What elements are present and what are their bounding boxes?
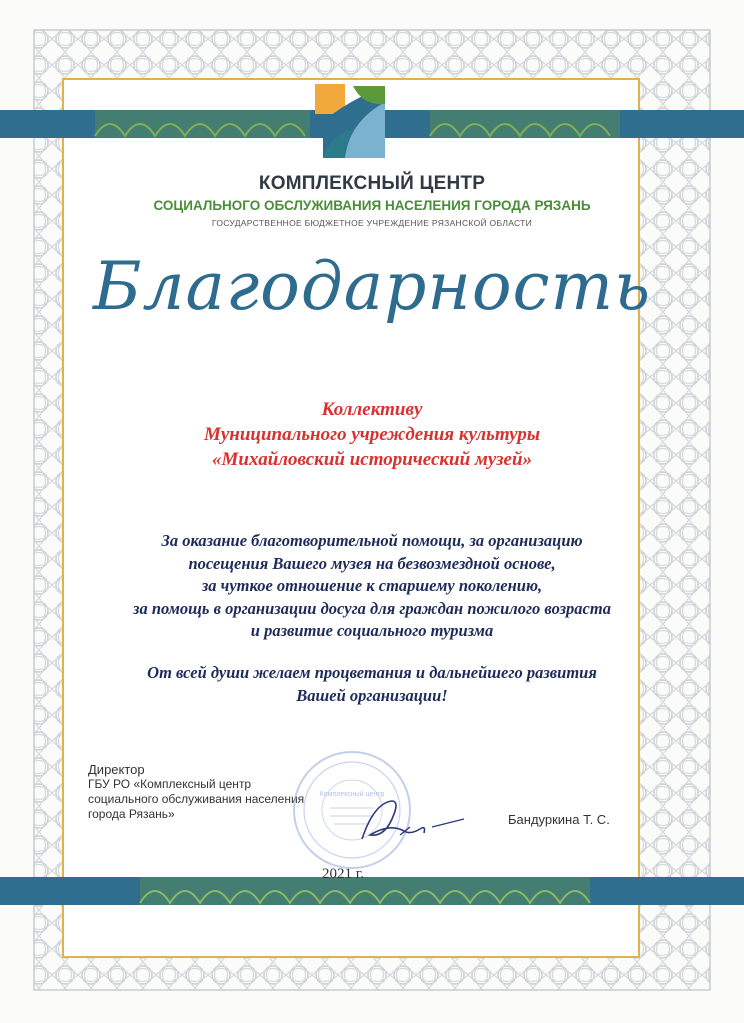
director-block [88, 762, 304, 822]
text-line: за чуткое отношение к старшему поколению, [201, 576, 543, 595]
org-type: ГОСУДАРСТВЕННОЕ БЮДЖЕТНОЕ УЧРЕЖДЕНИЕ РЯЗАНСКОЙ ОБЛАСТИ [211, 218, 533, 228]
text-line: За оказание благотворительной помощи, за организацию [161, 531, 583, 550]
bottom-ornament-band [0, 877, 744, 905]
director-role: Директор [88, 762, 145, 777]
org-subtitle: СОЦИАЛЬНОГО ОБСЛУЖИВАНИЯ НАСЕЛЕНИЯ ГОРОДА РЯЗАНЬ [153, 198, 591, 213]
wish-text [30, 662, 714, 707]
recipient-line: Коллективу [321, 399, 423, 420]
certificate-heading: Благодарность [92, 248, 652, 325]
text-line: От всей души желаем процветания и дальнейшего развития [147, 663, 597, 682]
director-org-line: социального обслуживания населения [88, 792, 305, 806]
gratitude-text [30, 530, 714, 643]
signer-name: Бандуркина Т. С. [508, 812, 610, 827]
text-line: и развитие социального туризма [250, 621, 494, 640]
organization-logo [315, 82, 391, 160]
text-line: за помощь в организации досуга для граждан пожилого возраста [133, 598, 611, 618]
director-org-line: ГБУ РО «Комплексный центр [88, 777, 252, 791]
text-line: посещения Вашего музея на безвозмездной основе, [188, 553, 556, 573]
handwritten-signature [340, 793, 470, 853]
org-title: КОМПЛЕКСНЫЙ ЦЕНТР [258, 173, 486, 194]
stamp-text: Комплексный центр [319, 791, 385, 798]
recipient-line: Муниципального учреждения культуры [203, 424, 541, 445]
year: 2021 г. [322, 866, 364, 882]
director-org-line: города Рязань» [88, 807, 175, 821]
text-line: Вашей организации! [296, 685, 448, 705]
recipient-block [0, 397, 744, 472]
recipient-line: «Михайловский исторический музей» [211, 449, 533, 470]
